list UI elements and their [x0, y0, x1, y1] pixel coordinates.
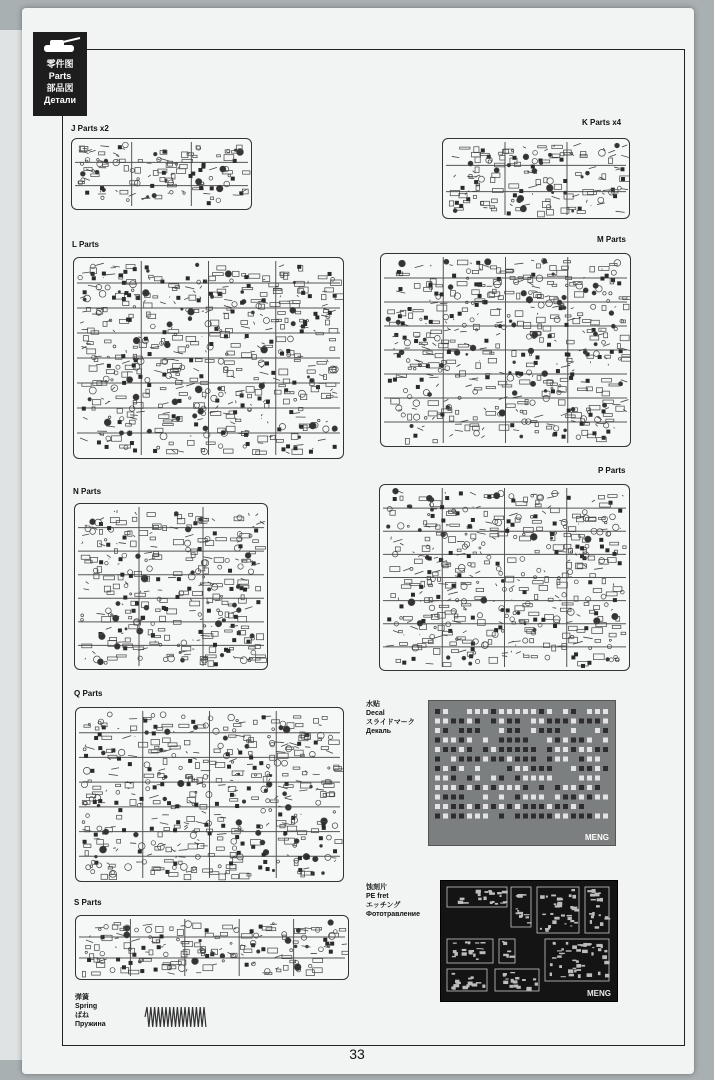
- sprue-m: [380, 253, 631, 447]
- sprue-drawing: [443, 139, 629, 218]
- sprue-j: [71, 138, 252, 210]
- sprue-drawing: [72, 139, 251, 209]
- spring-label: [75, 993, 106, 1029]
- l-parts-label: L Parts: [72, 240, 99, 249]
- decal-sheet: [428, 700, 616, 846]
- sprue-s: [75, 915, 349, 980]
- pe-ja: エッチング: [366, 902, 401, 909]
- pe-brand-logo: MENG: [587, 989, 611, 998]
- pe-parts: [441, 881, 617, 1001]
- spring-en: Spring: [75, 1003, 98, 1010]
- spring-ru: Пружина: [75, 1021, 106, 1028]
- sprue-drawing: [381, 254, 630, 446]
- sprue-q: [75, 707, 344, 882]
- sprue-drawing: [75, 504, 267, 669]
- k-parts-label: K Parts x4: [582, 118, 622, 127]
- header-zh: 零件图: [46, 59, 74, 69]
- parts-header-tab: [33, 32, 87, 116]
- decal-ja: スライドマーク: [366, 719, 415, 726]
- decal-brand-logo: MENG: [585, 833, 609, 842]
- sprue-drawing: [74, 258, 343, 458]
- sprue-drawing: [380, 485, 629, 670]
- header-ja: 部品図: [46, 83, 74, 93]
- decal-zh: 水贴: [366, 701, 380, 708]
- j-parts-label: J Parts x2: [71, 124, 109, 133]
- photo-etch-fret: [440, 880, 618, 1002]
- header-ru: Детали: [43, 95, 77, 105]
- decal-markings: [429, 701, 615, 845]
- p-parts-label: P Parts: [598, 466, 626, 475]
- sprue-drawing: [76, 708, 343, 881]
- pe-en: PE fret: [366, 893, 389, 900]
- spring-ja: ばね: [75, 1012, 89, 1019]
- sprue-drawing: [76, 916, 348, 979]
- spring-zh: 弹簧: [75, 994, 89, 1001]
- q-parts-label: Q Parts: [74, 689, 103, 698]
- sprue-l: [73, 257, 344, 459]
- decal-label: [366, 700, 415, 736]
- pe-ru: Фототравление: [366, 911, 420, 918]
- decal-ru: Декаль: [366, 728, 392, 735]
- header-en: Parts: [48, 71, 72, 81]
- m-parts-label: M Parts: [597, 235, 626, 244]
- pe-fret-label: [366, 883, 420, 919]
- s-parts-label: S Parts: [74, 898, 102, 907]
- sprue-p: [379, 484, 630, 671]
- sprue-n: [74, 503, 268, 670]
- pe-zh: 蚀刻片: [366, 884, 387, 891]
- spring-part: [143, 1004, 209, 1030]
- sprue-k: [442, 138, 630, 219]
- tank-icon: [38, 35, 82, 57]
- n-parts-label: N Parts: [73, 487, 102, 496]
- page-number: 33: [349, 1046, 365, 1062]
- decal-en: Decal: [366, 710, 385, 717]
